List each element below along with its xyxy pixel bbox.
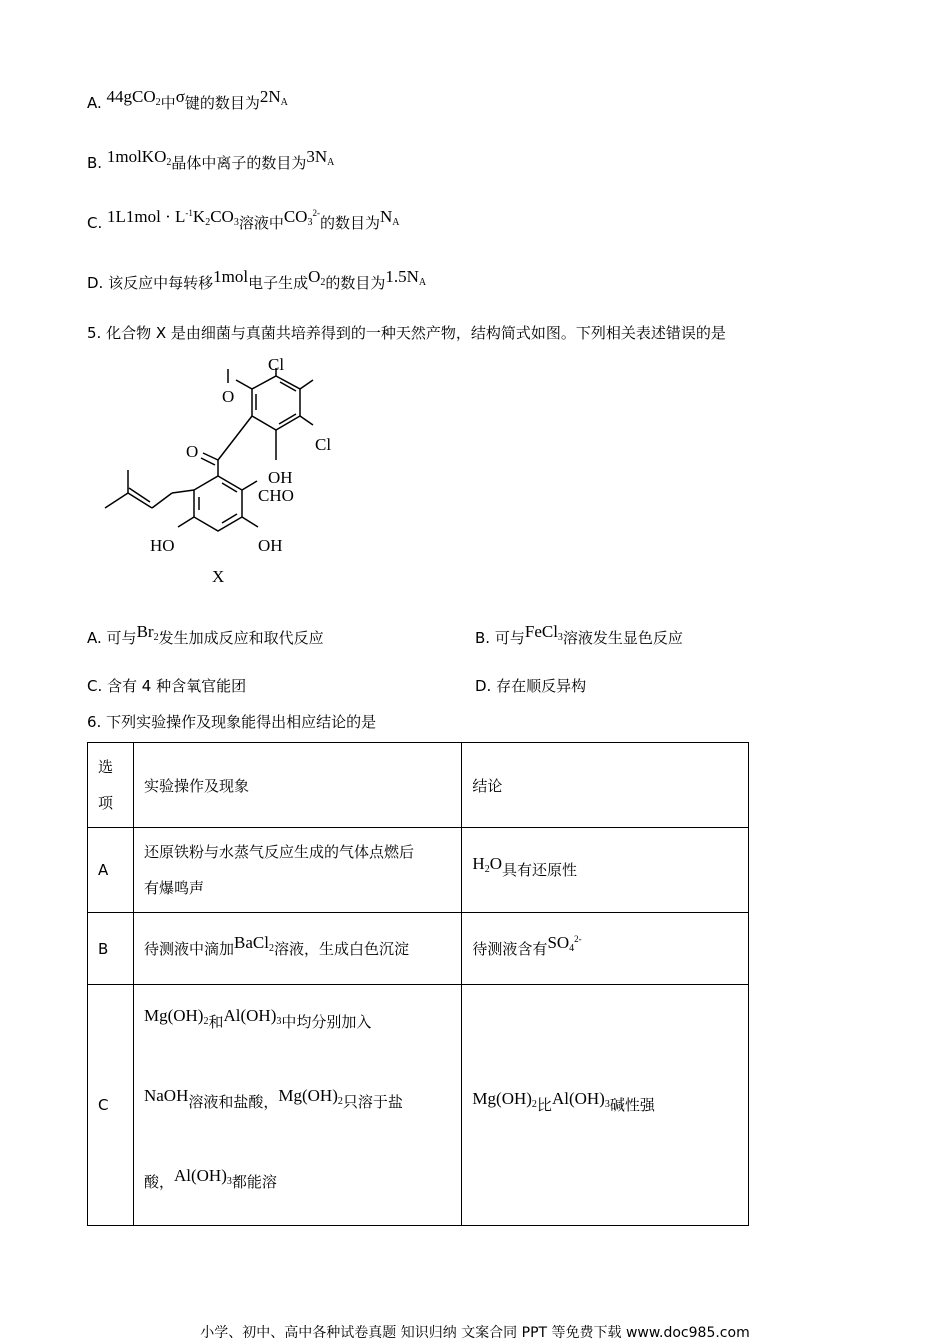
page-footer: 小学、初中、高中各种试卷真题 知识归纳 文案合同 PPT 等免费下载 www.doc985.com bbox=[200, 1325, 750, 1341]
q5-stem: 5. 化合物 X 是由细菌与真菌共培养得到的一种天然产物，结构简式如图。下列相关表述错误的是 bbox=[87, 324, 726, 342]
label-cl-top: Cl bbox=[268, 355, 285, 374]
q6-table bbox=[87, 742, 749, 1226]
compound-x-structure bbox=[0, 0, 950, 600]
table-header-row bbox=[88, 743, 749, 828]
q6-stem: 6. 下列实验操作及现象能得出相应结论的是 bbox=[87, 713, 377, 731]
q5-option-d: D. 存在顺反异构 bbox=[475, 677, 587, 695]
header-operation: 实验操作及现象 bbox=[133, 743, 461, 828]
row-a-operation: 还原铁粉与水蒸气反应生成的气体点燃后 有爆鸣声 bbox=[133, 828, 461, 913]
q4-option-a: A. 44gCO$_2$中σ键的数目为$2N_A$ bbox=[87, 87, 288, 112]
row-c-conclusion: $Mg(OH)_2$比$Al(OH)_3$碱性强 bbox=[462, 985, 749, 1226]
row-c-operation: $Mg(OH)_2$和$Al(OH)_3$中均分别加入 NaOH溶液和盐酸，$Mg(OH)_2$只溶于盐 酸，$Al(OH)_3$都能溶 bbox=[133, 985, 461, 1226]
label-ho-left: HO bbox=[150, 536, 175, 555]
header-option: 选 项 bbox=[88, 743, 134, 828]
label-keto-o: O bbox=[186, 442, 199, 461]
header-conclusion: 结论 bbox=[462, 743, 749, 828]
q5-option-c: C. 含有 4 种含氧官能团 bbox=[87, 677, 247, 695]
label-methoxy-o: O bbox=[222, 387, 235, 406]
table-row bbox=[88, 985, 749, 1226]
table-row bbox=[88, 913, 749, 985]
label-compound-x: X bbox=[212, 567, 225, 586]
row-b-operation: 待测液中滴加BaCl$_2$溶液，生成白色沉淀 bbox=[133, 913, 461, 985]
row-a-option: A bbox=[88, 828, 134, 913]
q4-option-b: B. 1molKO$_2$晶体中离子的数目为$3N_A$ bbox=[87, 147, 335, 172]
row-c-option: C bbox=[88, 985, 134, 1226]
q4-option-d: D. 该反应中每转移1mol电子生成$O_2$的数目为$1.5N_A$ bbox=[87, 267, 427, 292]
table-row bbox=[88, 828, 749, 913]
label-oh-ring: OH bbox=[268, 468, 293, 487]
row-b-option: B bbox=[88, 913, 134, 985]
row-a-conclusion: $H_2O$具有还原性 bbox=[462, 828, 749, 913]
q4-option-c: C. $1L1mol \cdot L^{-1}K_2CO_3$溶液中$CO_3^{2-}$的数目为$N_A$ bbox=[87, 207, 400, 232]
label-oh-right: OH bbox=[258, 536, 283, 555]
label-cho: CHO bbox=[258, 486, 294, 505]
row-b-conclusion: 待测液含有$SO_4^{2-}$ bbox=[462, 913, 749, 985]
label-cl-right: Cl bbox=[315, 435, 332, 454]
q5-option-b: B. 可与FeCl$_3$溶液发生显色反应 bbox=[475, 622, 683, 647]
q5-option-a: A. 可与$Br_2$发生加成反应和取代反应 bbox=[87, 622, 324, 647]
